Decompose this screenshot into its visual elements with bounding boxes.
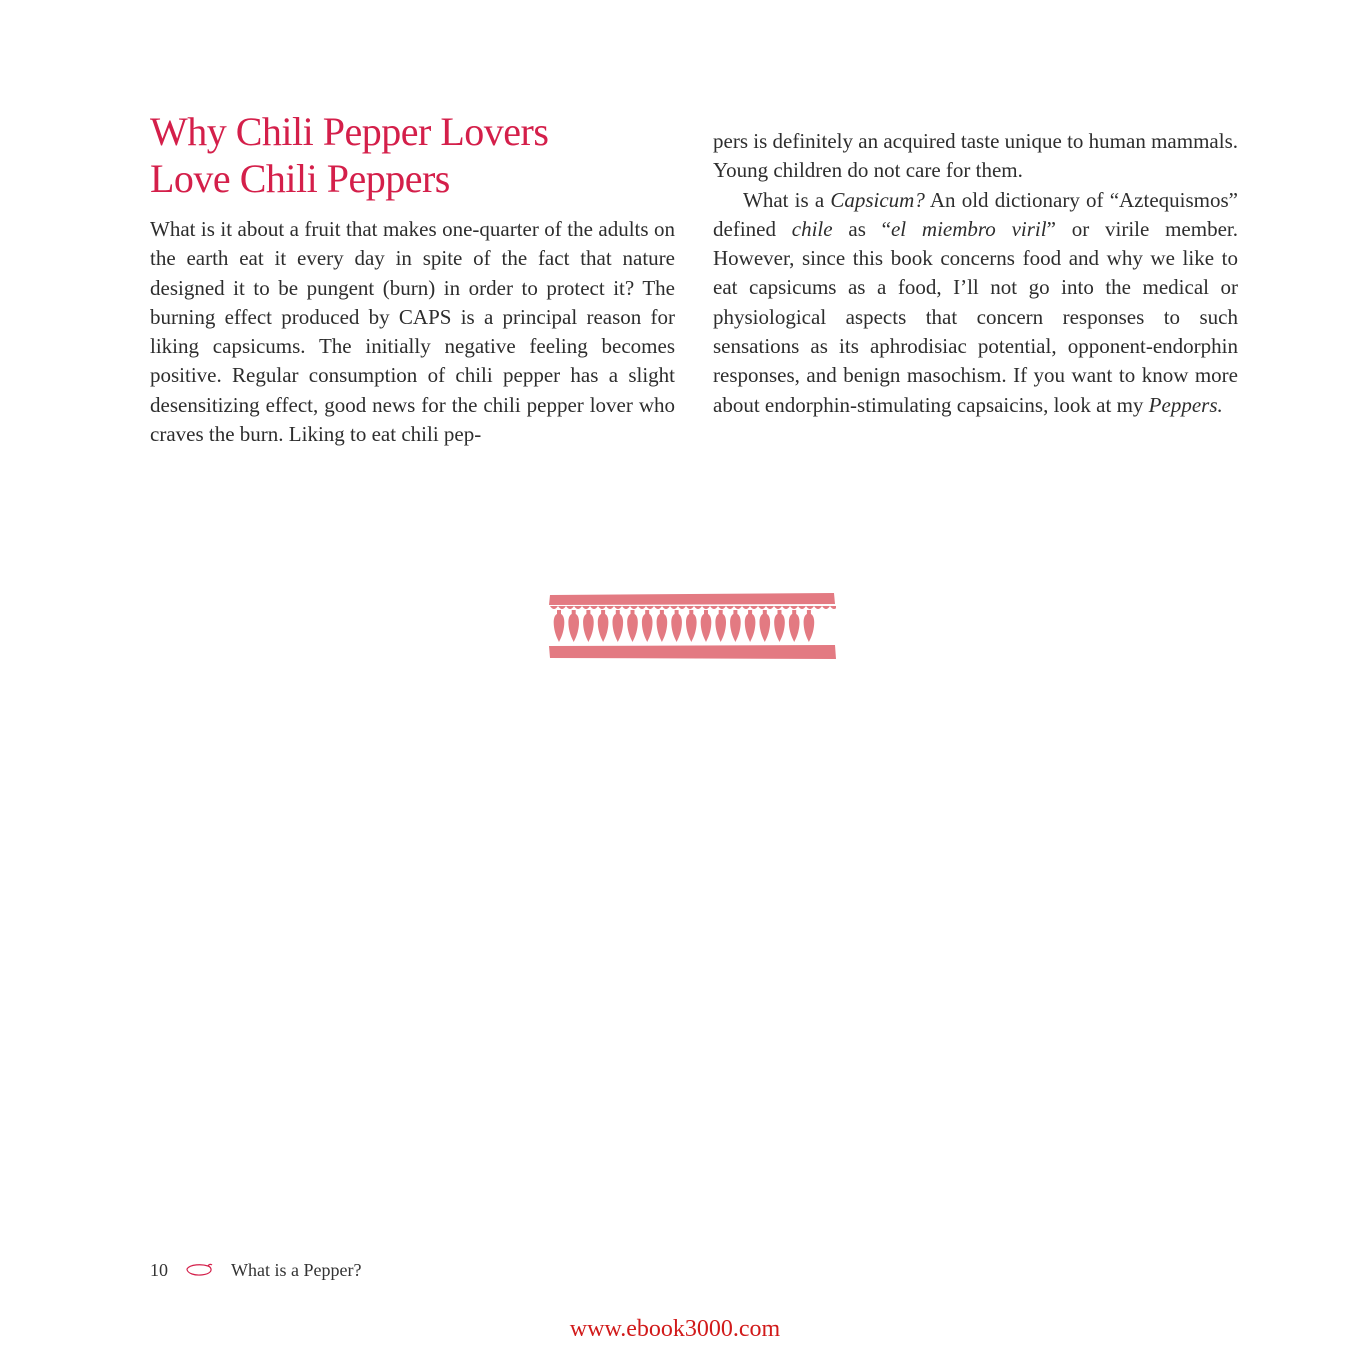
left-paragraph: What is it about a fruit that makes one-quarter of the adults on the earth eat it every day in spite of the fact that nature designed it to be pungent (burn) in order to protect it? The burning effect produced by CAPS is a principal reason for liking capsicums. The initially negative feeling becomes positive. Regular consumption of chili pepper has a slight desensitizing effect, good news for the chili pepper lover who craves the burn. Liking to eat chili pep- bbox=[150, 217, 675, 447]
right-paragraph-2: What is a Capsicum? An old dictionary of “Aztequismos” defined chile as “el miembro viril” or virile member. However, since this book concerns food and why we like to eat capsicums as a food, I’ll not go into the medical or physiological aspects that concern responses to such sensations as its aphrodisiac potential, opponent-endorphin responses, and benign masochism. If you want to know more about endorphin-stimulating capsaicins, look at my Peppers. bbox=[713, 187, 1238, 417]
ornament-pepper bbox=[598, 610, 609, 642]
ornament-pepper bbox=[715, 610, 726, 642]
ornament-pepper bbox=[671, 610, 682, 642]
section-title: What is a Pepper? bbox=[231, 1259, 362, 1280]
ornament-pepper bbox=[745, 610, 756, 642]
right-paragraph-1: pers is definitely an acquired taste unique to human mammals. Young children do not care for them. bbox=[713, 129, 1238, 183]
chili-pepper-icon bbox=[186, 1263, 213, 1277]
ornament-pepper bbox=[759, 610, 770, 642]
ornament-pepper bbox=[657, 610, 668, 642]
ornament-pepper bbox=[804, 610, 815, 642]
page-title bbox=[150, 108, 670, 202]
page-number: 10 bbox=[150, 1259, 168, 1280]
ornament-pepper bbox=[730, 610, 741, 642]
page-footer bbox=[150, 1257, 361, 1283]
ornament-pepper bbox=[583, 610, 594, 642]
ornament-pepper bbox=[642, 610, 653, 642]
ornament-pepper bbox=[686, 610, 697, 642]
chili-pepper-ornament-icon bbox=[548, 592, 836, 660]
ornament-pepper bbox=[774, 610, 785, 642]
title-line-2: Love Chili Peppers bbox=[150, 156, 450, 201]
ornament-pepper bbox=[554, 610, 565, 642]
ornament-pepper bbox=[612, 610, 623, 642]
left-column bbox=[150, 215, 675, 449]
right-column bbox=[713, 127, 1238, 420]
ornament-pepper bbox=[568, 610, 579, 642]
ornament-pepper bbox=[627, 610, 638, 642]
title-line-1: Why Chili Pepper Lovers bbox=[150, 109, 549, 154]
ornament-pepper bbox=[701, 610, 712, 642]
ornament-pepper bbox=[789, 610, 800, 642]
watermark: www.ebook3000.com bbox=[569, 1316, 781, 1342]
